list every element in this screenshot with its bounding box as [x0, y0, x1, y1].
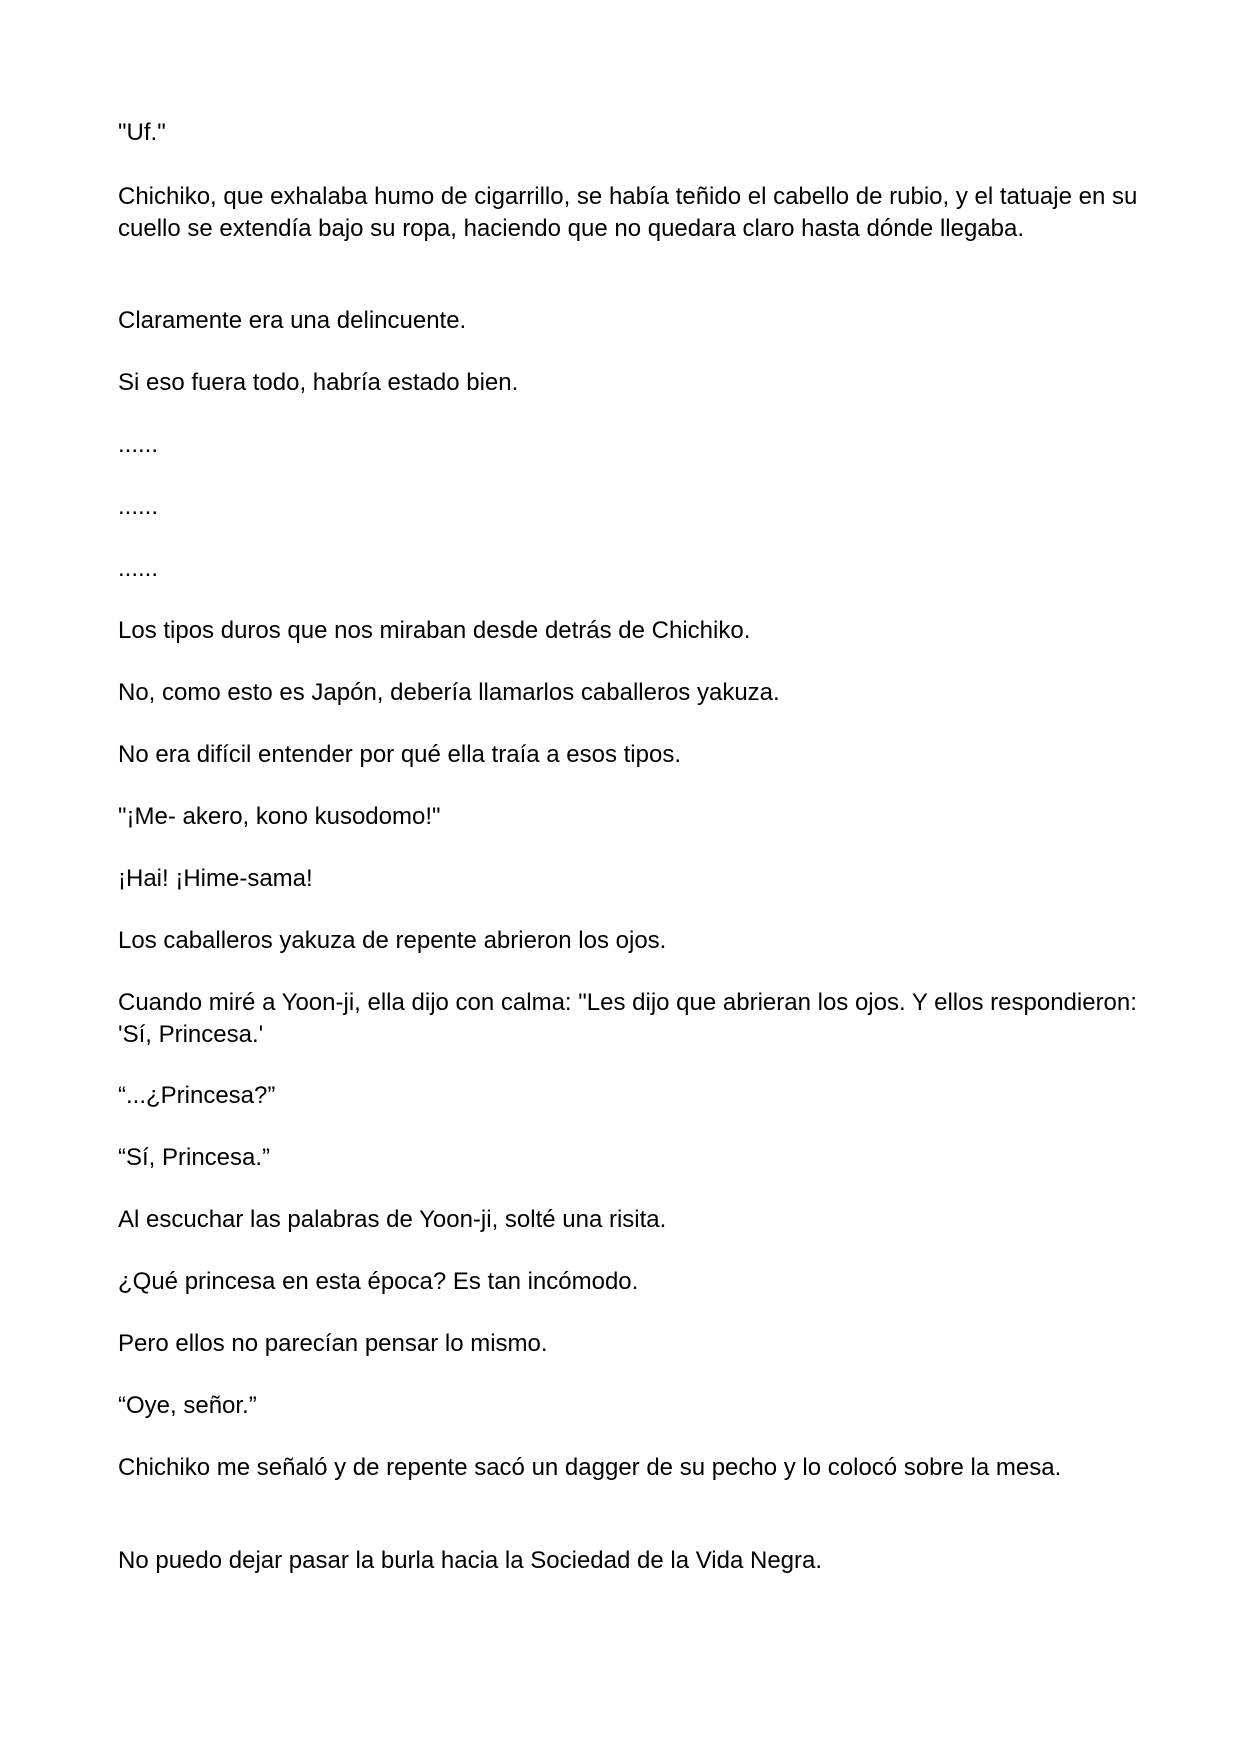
- paragraph: Chichiko me señaló y de repente sacó un dagger de su pecho y lo colocó sobre la mesa.: [118, 1454, 1062, 1481]
- paragraph: No era difícil entender por qué ella traía a esos tipos.: [118, 741, 681, 768]
- paragraph: ¿Qué princesa en esta época? Es tan incómodo.: [118, 1268, 639, 1295]
- paragraph: Cuando miré a Yoon-ji, ella dijo con calma: "Les dijo que abrieran los ojos. Y ellos respondieron: 'Sí, Princesa.': [118, 989, 1137, 1048]
- paragraph: ......: [118, 555, 159, 582]
- paragraph: “Sí, Princesa.”: [118, 1144, 271, 1171]
- paragraph: Pero ellos no parecían pensar lo mismo.: [118, 1330, 548, 1357]
- paragraph: "¡Me- akero, kono kusodomo!": [118, 803, 441, 830]
- paragraph: ¡Hai! ¡Hime-sama!: [118, 865, 313, 892]
- paragraph: Los tipos duros que nos miraban desde detrás de Chichiko.: [118, 617, 751, 644]
- paragraph: ......: [118, 493, 159, 520]
- paragraph: Claramente era una delincuente.: [118, 307, 467, 334]
- paragraph: No, como esto es Japón, debería llamarlos caballeros yakuza.: [118, 679, 780, 706]
- paragraph: Si eso fuera todo, habría estado bien.: [118, 369, 519, 396]
- paragraph: Al escuchar las palabras de Yoon-ji, solté una risita.: [118, 1206, 667, 1233]
- paragraph: Chichiko, que exhalaba humo de cigarrillo, se había teñido el cabello de rubio, y el tatuaje en su cuello se extendía bajo su ropa, haciendo que no quedara claro hasta dónde llegaba.: [118, 183, 1138, 242]
- paragraph: "Uf.": [118, 119, 166, 146]
- paragraph: Los caballeros yakuza de repente abrieron los ojos.: [118, 927, 667, 954]
- paragraph: “Oye, señor.”: [118, 1392, 257, 1419]
- paragraph: No puedo dejar pasar la burla hacia la Sociedad de la Vida Negra.: [118, 1547, 823, 1574]
- paragraph: ......: [118, 431, 159, 458]
- paragraph: “...¿Princesa?”: [118, 1082, 276, 1109]
